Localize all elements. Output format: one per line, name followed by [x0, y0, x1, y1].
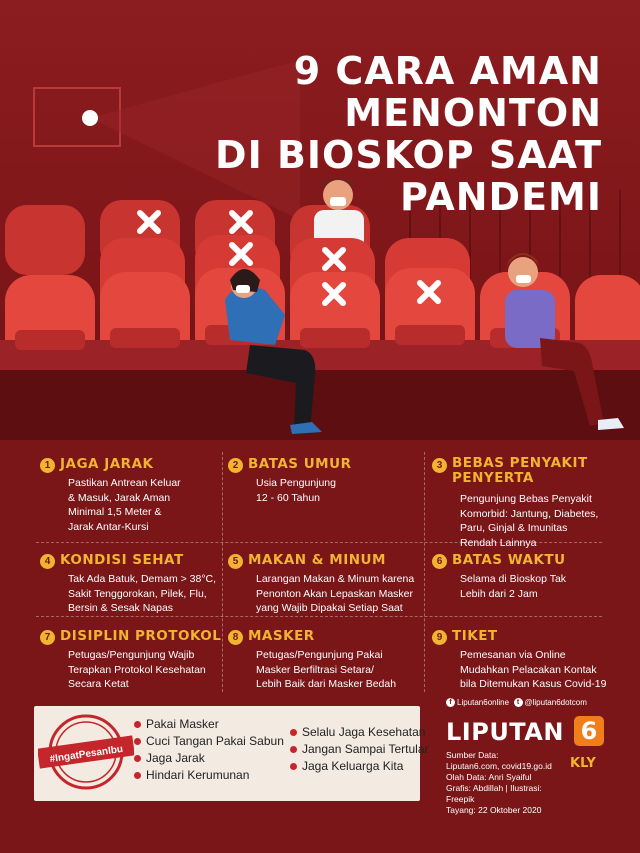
reminder-list-left: [134, 716, 284, 784]
twitter-icon: t: [514, 698, 523, 707]
title-line-2: MENONTON: [344, 91, 602, 135]
list-item: Jaga Keluarga Kita: [290, 758, 429, 775]
tip-heading: MAKAN & MINUM: [248, 552, 386, 568]
facebook-icon: f: [446, 698, 455, 707]
stamp-text: #IngatPesanIbu: [48, 743, 124, 766]
kly-logo: KLY: [570, 756, 596, 771]
tip-body: Petugas/Pengunjung Wajib Terapkan Protokol Kesehatan Secara Ketat: [68, 649, 206, 690]
tip-number: 4: [40, 554, 55, 569]
list-item: Jangan Sampai Tertular: [290, 741, 429, 758]
tip-body: Pastikan Antrean Keluar & Masuk, Jarak Aman Minimal 1,5 Meter & Jarak Antar-Kursi: [68, 477, 181, 533]
liputan6-logo: [446, 716, 606, 746]
tip-heading: BATAS UMUR: [248, 456, 352, 472]
tip-body: Larangan Makan & Minum karena Penonton Akan Lepaskan Masker yang Wajib Dipakai Setiap Saat: [256, 573, 415, 614]
tip-number: 1: [40, 458, 55, 473]
reminder-box: [34, 706, 429, 801]
reminder-list-right: [290, 724, 429, 775]
twitter-handle: @liputan6dotcom: [524, 698, 587, 707]
facebook-handle: Liputan6online: [457, 698, 510, 707]
tip-heading: MASKER: [248, 628, 315, 644]
tip-heading: BATAS WAKTU: [452, 552, 566, 568]
tip-number: 7: [40, 630, 55, 645]
tip-number: 2: [228, 458, 243, 473]
logo-number: 6: [574, 716, 604, 746]
tip-heading: DISIPLIN PROTOKOL: [60, 628, 222, 644]
ingat-pesan-ibu-stamp: [38, 712, 134, 792]
tip-number: 9: [432, 630, 447, 645]
tips-grid: [30, 448, 610, 698]
credits: [446, 698, 616, 815]
tip-body: Tak Ada Batuk, Demam > 38°C, Sakit Tenggorokan, Pilek, Flu, Bersin & Sesak Napas: [68, 573, 217, 614]
title-line-1: 9 CARA AMAN: [293, 49, 602, 93]
tip-heading: KONDISI SEHAT: [60, 552, 184, 568]
list-item: Selalu Jaga Kesehatan: [290, 724, 429, 741]
source-credits: Sumber Data: Liputan6.com, covid19.go.id Olah Data: Anri Syaiful Grafis: Abdillah | Ilustrasi: Freepik Tayang: 22 Oktober 2020: [446, 750, 552, 815]
tip-number: 8: [228, 630, 243, 645]
tip-body: Usia Pengunjung 12 - 60 Tahun: [256, 477, 336, 504]
list-item: Cuci Tangan Pakai Sabun: [134, 733, 284, 750]
tip-body: Selama di Bioskop Tak Lebih dari 2 Jam: [460, 573, 567, 600]
page-title: [182, 50, 602, 218]
tip-body: Pemesanan via Online Mudahkan Pelacakan Kontak bila Ditemukan Kasus Covid-19: [460, 649, 607, 690]
tip-body: Pengunjung Bebas Penyakit Komorbid: Jantung, Diabetes, Paru, Ginjal & Imunitas Rendah Lainnya: [460, 493, 599, 549]
list-item: Hindari Kerumunan: [134, 767, 284, 784]
list-item: Pakai Masker: [134, 716, 284, 733]
tip-number: 3: [432, 458, 447, 473]
tip-number: 6: [432, 554, 447, 569]
list-item: Jaga Jarak: [134, 750, 284, 767]
tip-number: 5: [228, 554, 243, 569]
title-line-3: DI BIOSKOP SAAT: [215, 133, 602, 177]
social-handles: [446, 698, 616, 707]
tip-heading: TIKET: [452, 628, 498, 644]
projector-light-icon: [82, 110, 98, 126]
tip-heading: JAGA JARAK: [60, 456, 154, 472]
tip-body: Petugas/Pengunjung Pakai Masker Berfiltrasi Setara/ Lebih Baik dari Masker Bedah: [256, 649, 397, 690]
tip-heading: BEBAS PENYAKIT PENYERTA: [452, 455, 588, 486]
title-line-4: PANDEMI: [399, 175, 602, 219]
logo-text: LIPUTAN: [446, 718, 564, 746]
